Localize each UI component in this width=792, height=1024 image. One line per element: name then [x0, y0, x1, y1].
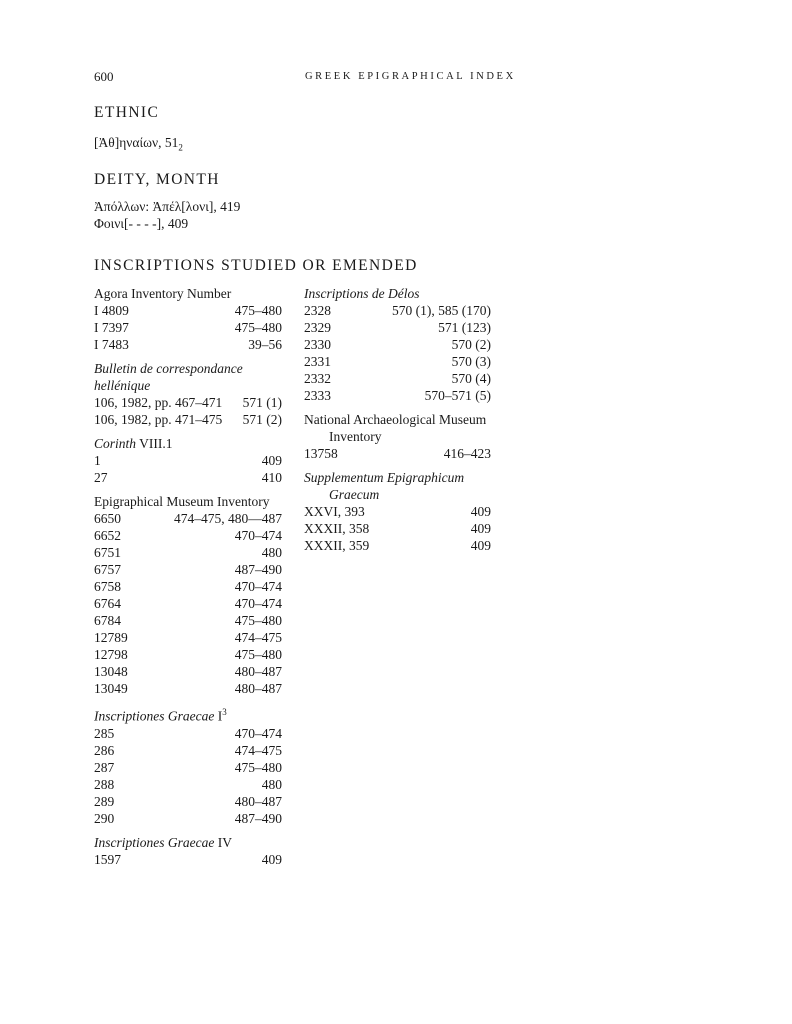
index-row-page-ref: 570 (3) [451, 354, 491, 369]
group-title-ig1 [94, 704, 282, 725]
group-title-corinth-italic: Corinth [94, 436, 137, 451]
index-row [94, 394, 282, 411]
index-row [94, 510, 282, 527]
index-row [94, 561, 282, 578]
index-row-number: 2332 [304, 371, 331, 386]
running-head: GREEK EPIGRAPHICAL INDEX [305, 71, 516, 82]
index-row [304, 353, 491, 370]
index-row-number: 290 [94, 810, 115, 826]
index-row-number: 12798 [94, 647, 128, 662]
group-title-ig1-sup: 3 [222, 707, 227, 717]
inscriptions-right-column [304, 285, 491, 561]
index-row-number: 106, 1982, pp. 471–475 [94, 412, 223, 427]
group-national [304, 411, 491, 462]
index-row-number: I 7483 [94, 337, 129, 352]
ethnic-entry-text: [Ἀθ]ηναίων, 51 [94, 135, 179, 150]
index-row [94, 793, 282, 810]
index-row-number: 2330 [304, 337, 331, 352]
index-row [94, 663, 282, 680]
index-row-page-ref: 416–423 [443, 446, 491, 461]
group-title-agora: Agora Inventory Number [94, 286, 232, 301]
group-rows-ig1 [94, 725, 282, 827]
index-row [304, 336, 491, 353]
index-row [94, 759, 282, 776]
index-row-number: 2331 [304, 354, 331, 369]
index-row-number: 287 [94, 759, 115, 775]
index-row [304, 445, 491, 462]
index-row [94, 336, 282, 353]
index-row-page-ref: 409 [261, 453, 282, 468]
index-row-page-ref: 474–475, 480—487 [174, 511, 282, 526]
index-row [94, 527, 282, 544]
index-row-page-ref: 571 (2) [242, 412, 282, 427]
index-row [94, 319, 282, 336]
index-row-page-ref: 475–480 [234, 303, 282, 318]
group-agora [94, 285, 282, 353]
index-row-number: XXXII, 359 [304, 538, 370, 553]
index-row-number: 2329 [304, 320, 331, 335]
index-row [94, 578, 282, 595]
index-row-number: 1 [94, 453, 101, 468]
index-row-page-ref: 470–474 [234, 725, 282, 741]
index-row-page-ref: 39–56 [248, 337, 282, 352]
index-row-number: 2328 [304, 303, 331, 318]
group-title-ig1-italic: Inscriptiones Graecae [94, 708, 215, 724]
index-row-page-ref: 480–487 [234, 681, 282, 696]
group-title-ig4-italic: Inscriptiones Graecae [94, 834, 215, 850]
heading-ethnic: ETHNIC [94, 104, 160, 121]
group-title-seg: Supplementum Epigraphicum Graecum [304, 470, 465, 502]
ethnic-entry [94, 135, 183, 153]
index-row-page-ref: 570–571 (5) [424, 388, 491, 403]
index-row [94, 810, 282, 827]
index-row [304, 319, 491, 336]
index-row [94, 629, 282, 646]
index-row-page-ref: 409 [470, 521, 491, 536]
index-row-page-ref: 474–475 [234, 630, 282, 645]
group-delos [304, 285, 491, 404]
index-row-page-ref: 475–480 [234, 647, 282, 662]
index-row [94, 851, 282, 868]
index-row [94, 646, 282, 663]
index-row [94, 725, 282, 742]
heading-deity-month: DEITY, MONTH [94, 171, 220, 188]
group-corinth [94, 435, 282, 486]
group-title-delos: Inscriptions de Délos [304, 286, 420, 301]
index-row-page-ref: 409 [470, 538, 491, 553]
index-row-page-ref: 480 [261, 776, 282, 792]
index-row [304, 387, 491, 404]
inscriptions-left-column [94, 285, 282, 875]
index-row-page-ref: 487–490 [234, 810, 282, 826]
index-row-page-ref: 470–474 [234, 528, 282, 543]
index-row-page-ref: 475–480 [234, 613, 282, 628]
index-row-page-ref: 480 [261, 545, 282, 560]
group-rows-delos [304, 302, 491, 404]
group-rows-national [304, 445, 491, 462]
index-row-number: 13049 [94, 681, 128, 696]
index-row-page-ref: 570 (4) [451, 371, 491, 386]
group-ig1 [94, 704, 282, 827]
index-row-page-ref: 570 (2) [451, 337, 491, 352]
deity-entry-1: Ἀπόλλων: Ἀπέλ[λονι], 419 [94, 199, 241, 214]
index-row [94, 452, 282, 469]
index-row-page-ref: 409 [470, 504, 491, 519]
index-row [94, 544, 282, 561]
page-number: 600 [94, 69, 114, 84]
index-row [94, 742, 282, 759]
index-row [94, 612, 282, 629]
index-row-number: 2333 [304, 388, 331, 403]
index-row-page-ref: 474–475 [234, 742, 282, 758]
index-row-page-ref: 480–487 [234, 793, 282, 809]
index-row-number: XXXII, 358 [304, 521, 370, 536]
index-row-page-ref: 475–480 [234, 759, 282, 775]
index-row [94, 302, 282, 319]
index-row-number: 106, 1982, pp. 467–471 [94, 395, 223, 410]
index-row-number: 6758 [94, 579, 121, 594]
index-row [304, 520, 491, 537]
index-row-number: 1597 [94, 851, 121, 867]
index-row-number: 6764 [94, 596, 121, 611]
index-row [94, 776, 282, 793]
group-rows-seg [304, 503, 491, 554]
group-rows-bch [94, 394, 282, 428]
index-row [94, 680, 282, 697]
group-rows-ig4 [94, 851, 282, 868]
index-row-page-ref: 571 (1) [242, 395, 282, 410]
index-row-number: 288 [94, 776, 115, 792]
index-row-number: 27 [94, 470, 108, 485]
index-row-number: 13048 [94, 664, 128, 679]
index-row-number: 286 [94, 742, 115, 758]
index-row [94, 411, 282, 428]
index-row-number: 6751 [94, 545, 121, 560]
index-row-number: 6757 [94, 562, 121, 577]
index-row-number: I 4809 [94, 303, 129, 318]
index-row [304, 537, 491, 554]
group-rows-agora [94, 302, 282, 353]
group-ig4 [94, 834, 282, 868]
index-row-number: 289 [94, 793, 115, 809]
index-row-page-ref: 409 [261, 851, 282, 867]
group-bch [94, 360, 282, 428]
group-epigraphical [94, 493, 282, 697]
index-row-number: 6652 [94, 528, 121, 543]
index-row-page-ref: 470–474 [234, 579, 282, 594]
index-row [94, 469, 282, 486]
index-row [304, 370, 491, 387]
index-row-number: 285 [94, 725, 115, 741]
heading-inscriptions: INSCRIPTIONS STUDIED OR EMENDED [94, 257, 418, 274]
index-row-page-ref: 487–490 [234, 562, 282, 577]
group-title-corinth-rest: VIII.1 [136, 436, 173, 451]
group-rows-corinth [94, 452, 282, 486]
index-row-page-ref: 570 (1), 585 (170) [392, 303, 491, 318]
ethnic-entry-subscript: 2 [178, 142, 183, 153]
group-rows-epigraphical [94, 510, 282, 697]
index-row-number: I 7397 [94, 320, 129, 335]
deity-entry-2: Φοινι[- - - -], 409 [94, 216, 189, 231]
index-row-number: 6784 [94, 613, 121, 628]
group-seg [304, 469, 491, 554]
group-title-ig4 [94, 834, 282, 851]
index-row [304, 302, 491, 319]
index-row-number: XXVI, 393 [304, 504, 365, 519]
group-title-epigraphical: Epigraphical Museum Inventory [94, 494, 270, 509]
group-title-bch: Bulletin de correspondance hellénique [94, 361, 243, 393]
index-row-number: 12789 [94, 630, 128, 645]
index-row [94, 595, 282, 612]
index-row-page-ref: 480–487 [234, 664, 282, 679]
index-row-page-ref: 475–480 [234, 320, 282, 335]
group-title-ig1-rest: I [214, 708, 223, 724]
group-title-ig4-rest: IV [214, 834, 232, 850]
index-row-page-ref: 571 (123) [438, 320, 491, 335]
index-row-number: 6650 [94, 511, 121, 526]
index-row [304, 503, 491, 520]
index-row-page-ref: 410 [261, 470, 282, 485]
group-title-national: National Archaeological Museum Inventory [304, 412, 487, 444]
group-title-corinth [94, 435, 282, 452]
index-row-number: 13758 [304, 446, 338, 461]
index-row-page-ref: 470–474 [234, 596, 282, 611]
